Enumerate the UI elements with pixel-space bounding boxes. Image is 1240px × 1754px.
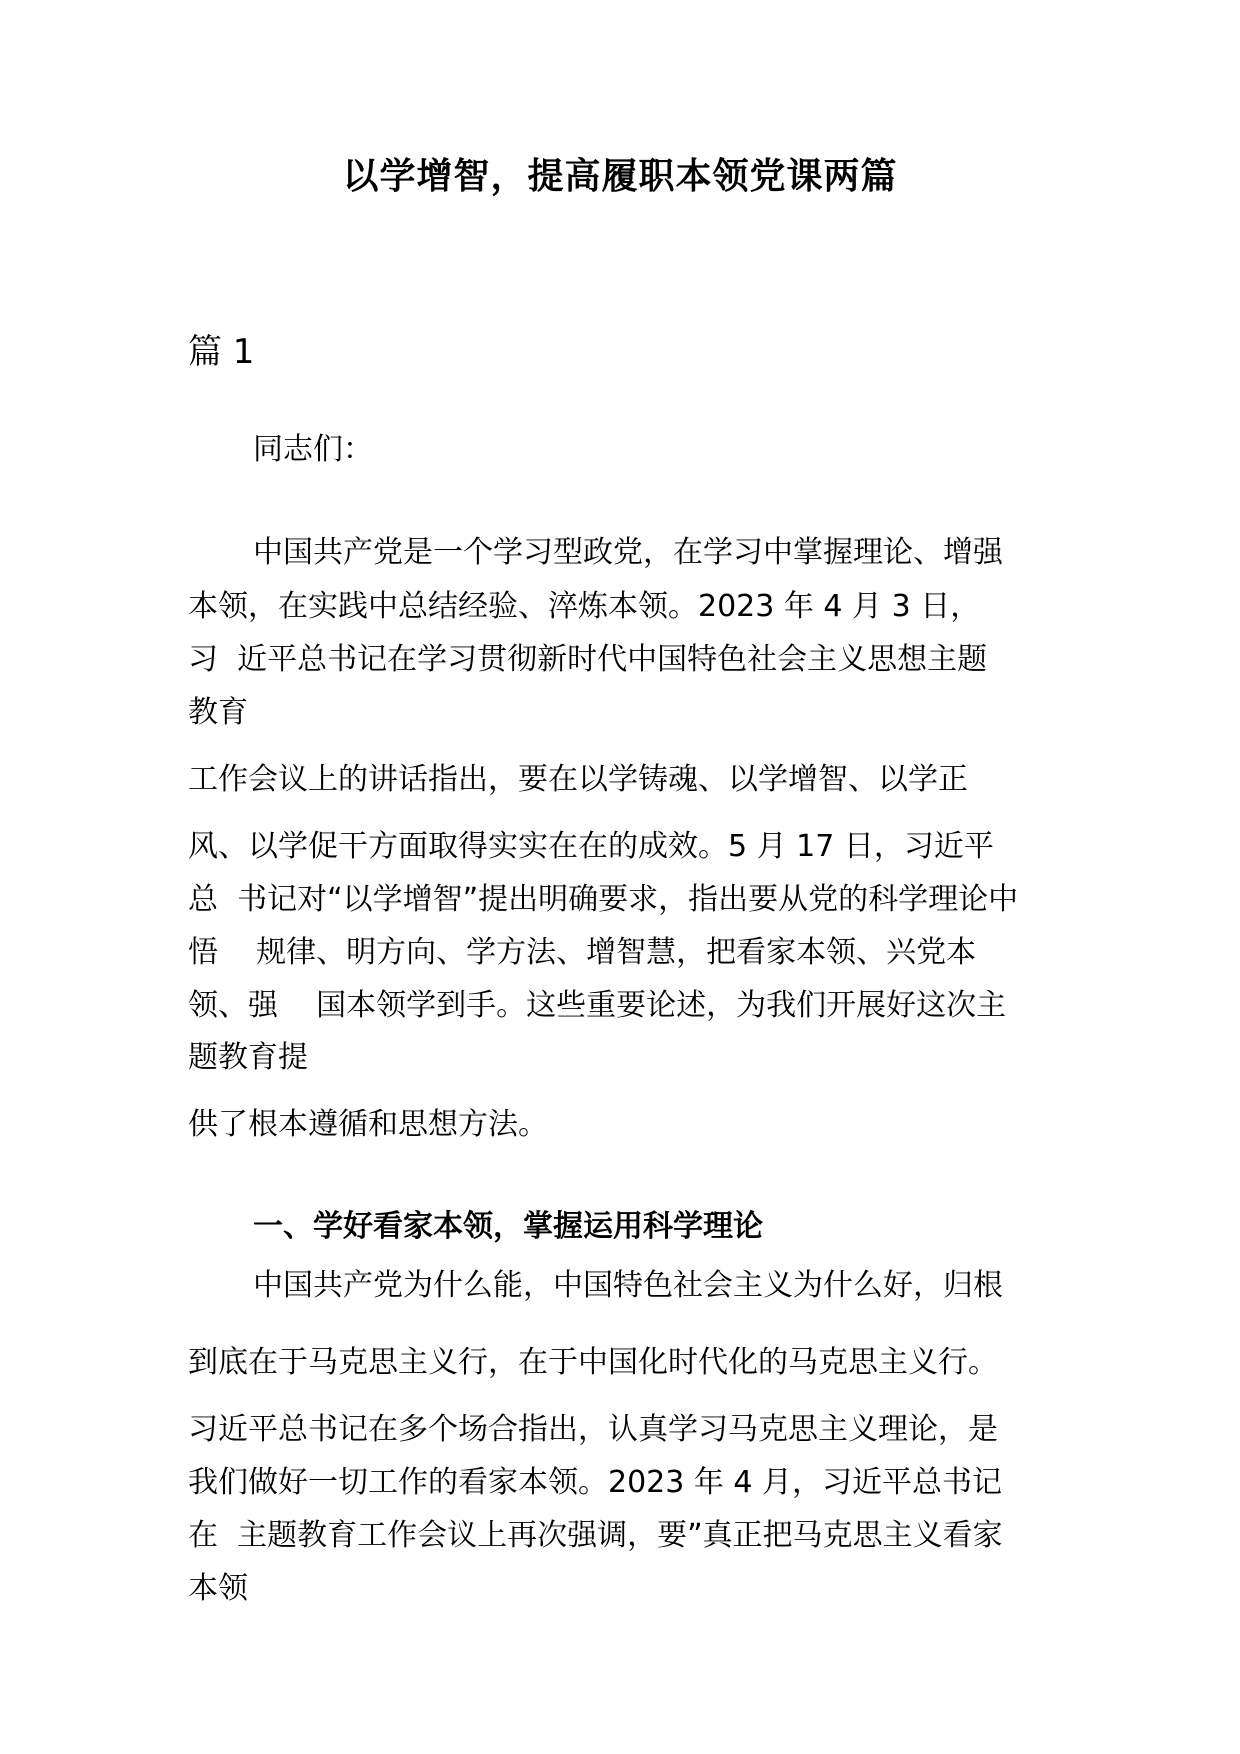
document-title: 以学增智，提高履职本领党课两篇 [342, 156, 898, 197]
paragraph-line: 到底在于马克思主义行，在于中国化时代化的马克思主义行。 [188, 1345, 998, 1380]
paragraph-line: 总 书记对“以学增智”提出明确要求，指出要从党的科学理论中 [188, 882, 1019, 917]
paragraph-line: 工作会议上的讲话指出，要在以学铸魂、以学增智、以学正 [188, 762, 968, 797]
paragraph-line: 我们做好一切工作的看家本领。2023 年 4 月，习近平总书记 [188, 1465, 1003, 1500]
paragraph-line: 题教育提 [188, 1040, 308, 1075]
paragraph-line: 风、以学促干方面取得实实在在的成效。5 月 17 日，习近平 [188, 829, 994, 864]
paragraph-line: 悟 规律、明方向、学方法、增智慧，把看家本领、兴党本 [188, 935, 977, 970]
paragraph-line: 教育 [188, 695, 248, 730]
section-label: 篇 1 [188, 332, 255, 372]
paragraph-line: 在 主题教育工作会议上再次强调，要”真正把马克思主义看家 [188, 1518, 1003, 1553]
paragraph-line: 中国共产党是一个学习型政党，在学习中掌握理论、增强 [253, 535, 1003, 570]
paragraph-line: 习 近平总书记在学习贯彻新时代中国特色社会主义思想主题 [188, 642, 988, 677]
greeting: 同志们： [253, 432, 373, 467]
paragraph-line: 供了根本遵循和思想方法。 [188, 1107, 548, 1142]
paragraph-line: 领、强 国本领学到手。这些重要论述，为我们开展好这次主 [188, 988, 1007, 1023]
paragraph-line: 本领 [188, 1571, 248, 1606]
paragraph-line: 中国共产党为什么能，中国特色社会主义为什么好，归根 [253, 1268, 1003, 1303]
paragraph-line: 习近平总书记在多个场合指出，认真学习马克思主义理论，是 [188, 1412, 998, 1447]
section-heading: 一、学好看家本领，掌握运用科学理论 [253, 1209, 763, 1244]
paragraph-line: 本领，在实践中总结经验、淬炼本领。2023 年 4 月 3 日， [188, 589, 981, 624]
